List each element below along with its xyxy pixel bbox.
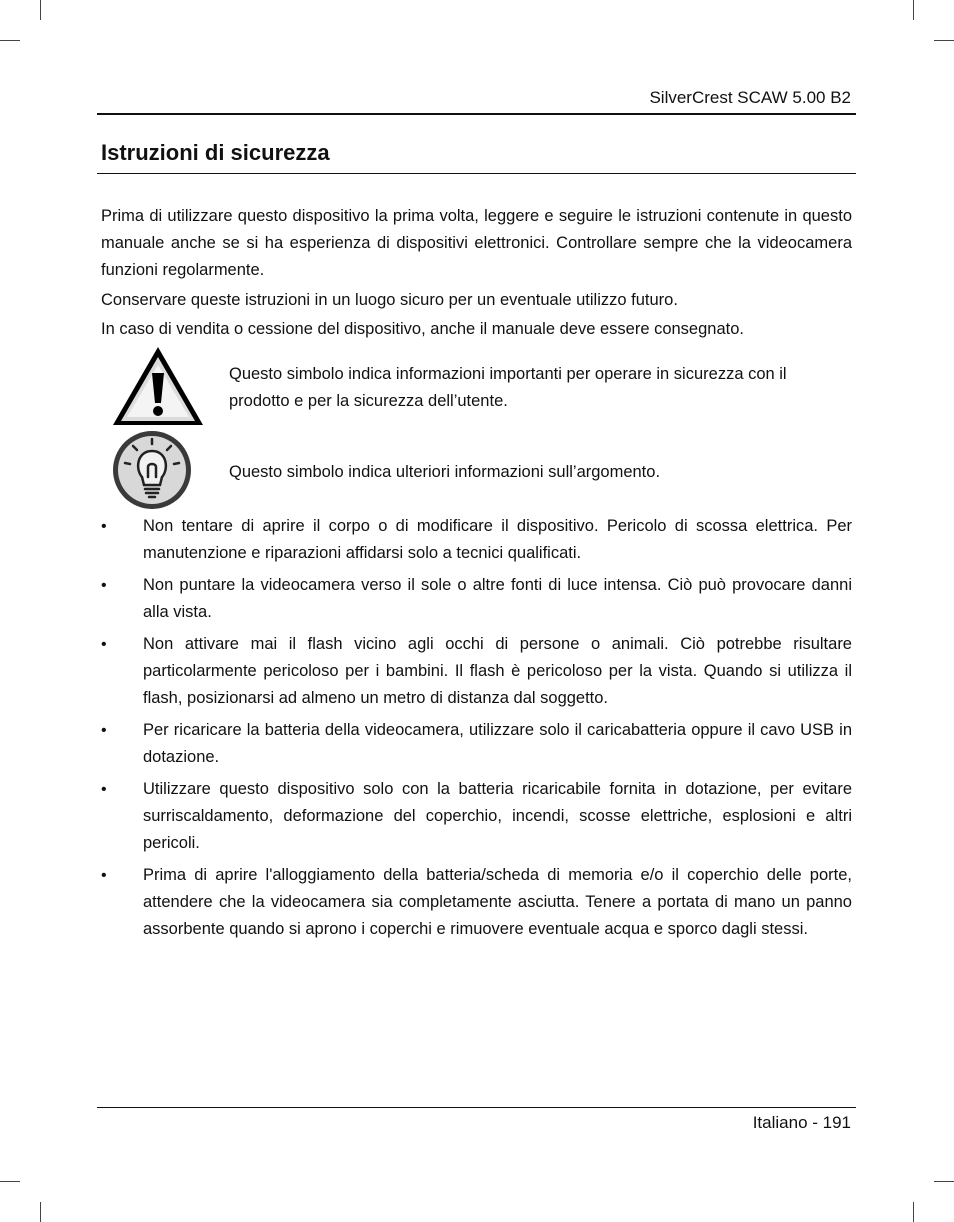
intro-paragraph-3: In caso di vendita o cessione del dispositivo, anche il manuale deve essere consegnato.	[101, 320, 744, 338]
list-item-text: Per ricaricare la batteria della videocamera, utilizzare solo il caricabatteria oppure il cavo USB in dotazione.	[143, 721, 852, 766]
bullet-icon: •	[101, 518, 107, 535]
title-rule	[97, 173, 856, 174]
intro-paragraph-2: Conservare queste istruzioni in un luogo sicuro per un eventuale utilizzo futuro.	[101, 291, 678, 309]
crop-mark	[934, 40, 954, 41]
intro-paragraph-1: Prima di utilizzare questo dispositivo la prima volta, leggere e seguire le istruzioni contenute in questo manuale anche se si ha esperienza di dispositivi elettronici. Controllare sempre che la videocamera funzioni regolarmente.	[101, 207, 852, 279]
page-footer: Italiano - 191	[752, 1113, 851, 1132]
warning-symbol-text: Questo simbolo indica informazioni importanti per operare in sicurezza con il prodotto e per la sicurezza dell’utente.	[229, 365, 787, 410]
list-item-text: Non attivare mai il flash vicino agli occhi di persone o animali. Ciò potrebbe risultare particolarmente pericoloso per i bambini. Il flash è pericoloso per la vista. Quando si utilizza il flash, posizionarsi ad almeno un metro di distanza dal soggetto.	[143, 635, 852, 707]
bullet-icon: •	[101, 722, 107, 739]
bullet-icon: •	[101, 577, 107, 594]
footer-rule	[97, 1107, 856, 1108]
list-item	[101, 776, 852, 857]
bullet-icon: •	[101, 867, 107, 884]
bullet-icon: •	[101, 636, 107, 653]
list-item-text: Non tentare di aprire il corpo o di modificare il dispositivo. Pericolo di scossa elettrica. Per manutenzione e riparazioni affidarsi solo a tecnici qualificati.	[143, 517, 852, 562]
list-item	[101, 572, 852, 626]
warning-triangle-icon	[111, 345, 205, 427]
list-item	[101, 513, 852, 567]
section-title: Istruzioni di sicurezza	[101, 140, 330, 165]
crop-mark	[913, 1202, 914, 1222]
list-item	[101, 717, 852, 771]
bullet-icon: •	[101, 781, 107, 798]
crop-mark	[40, 1202, 41, 1222]
list-item-text: Prima di aprire l'alloggiamento della batteria/scheda di memoria e/o il coperchio delle porte, attendere che la videocamera sia completamente asciutta. Tenere a portata di mano un panno assorbente quando si aprono i coperchi e rimuovere eventuale acqua e sporco dagli stessi.	[143, 866, 852, 938]
crop-mark	[0, 1181, 20, 1182]
crop-mark	[0, 40, 20, 41]
crop-mark	[913, 0, 914, 20]
list-item-text: Utilizzare questo dispositivo solo con la batteria ricaricabile fornita in dotazione, per evitare surriscaldamento, deformazione del coperchio, incendi, scosse elettriche, esplosioni e altri pericoli.	[143, 780, 852, 852]
info-symbol-text: Questo simbolo indica ulteriori informazioni sull’argomento.	[229, 463, 661, 481]
running-header: SilverCrest SCAW 5.00 B2	[649, 88, 851, 107]
crop-mark	[934, 1181, 954, 1182]
list-item-text: Non puntare la videocamera verso il sole o altre fonti di luce intensa. Ciò può provocare danni alla vista.	[143, 576, 852, 621]
crop-mark	[40, 0, 41, 20]
list-item	[101, 631, 852, 712]
header-rule	[97, 113, 856, 115]
list-item	[101, 862, 852, 943]
safety-bullet-list	[101, 513, 852, 948]
lightbulb-icon	[111, 429, 193, 511]
